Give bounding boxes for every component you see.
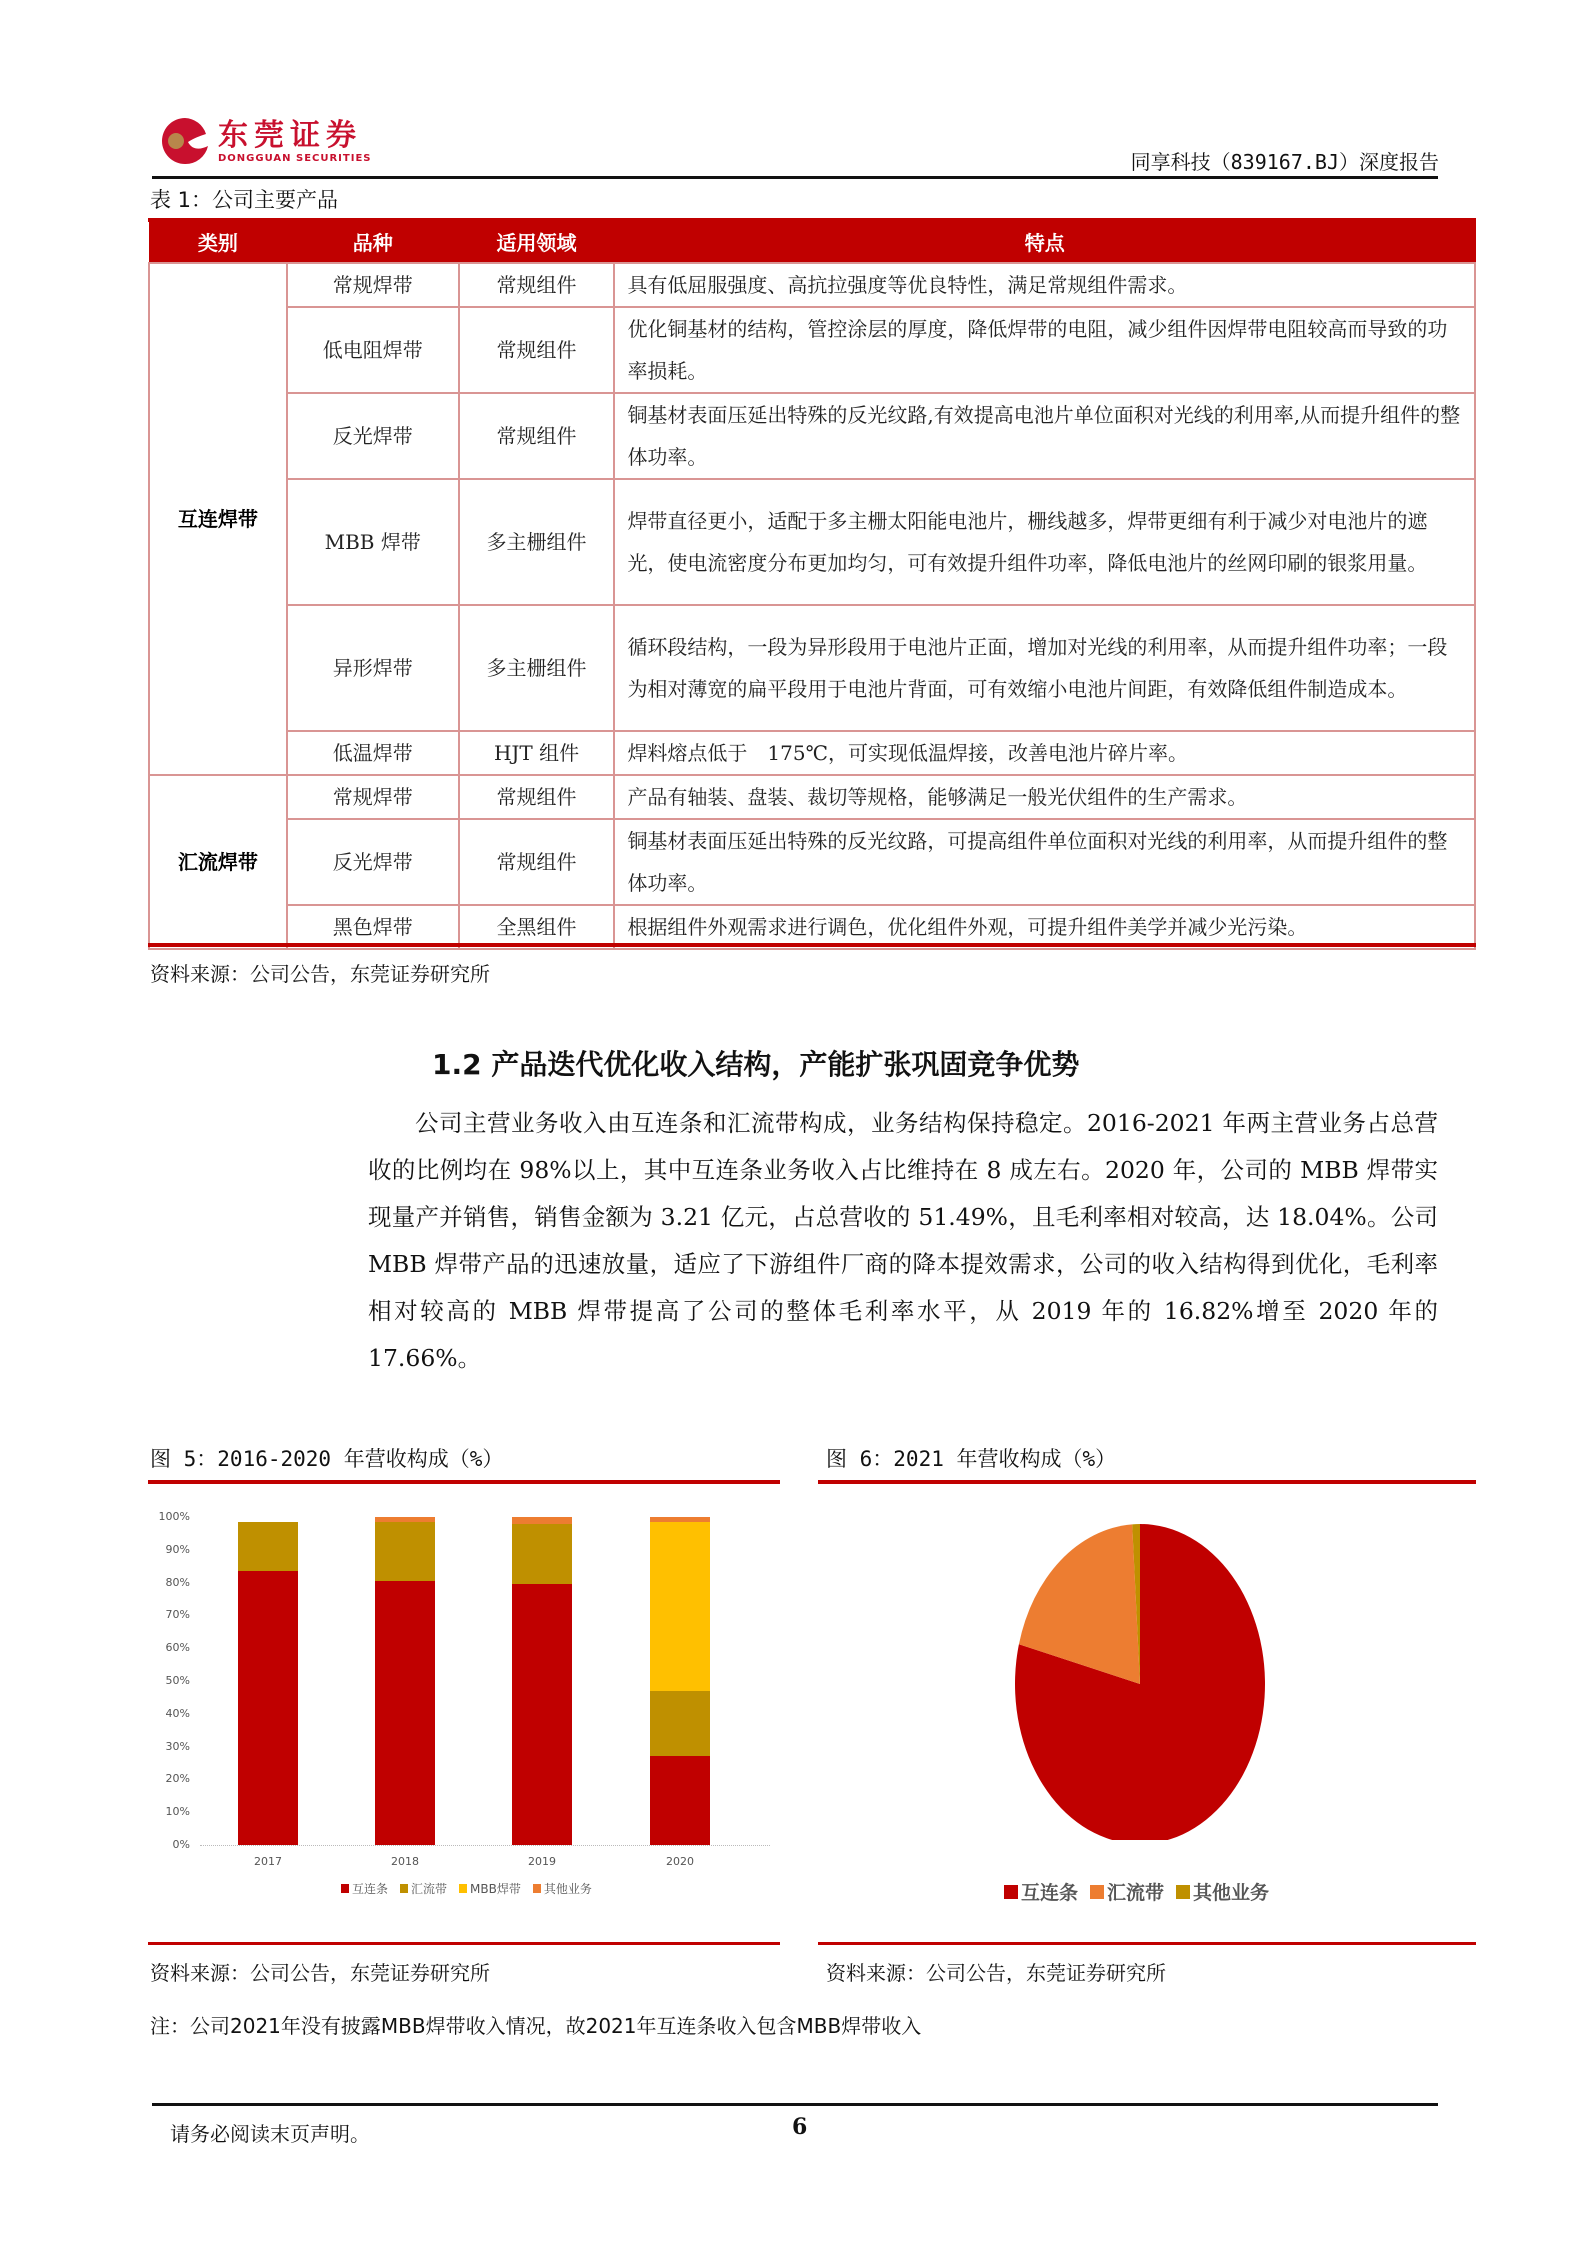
table-row (149, 393, 1475, 479)
pie-chart-legend (1004, 1878, 1269, 1905)
bar-segment (512, 1584, 572, 1845)
legend-swatch-icon (533, 1884, 541, 1893)
legend-item: 互连条 (1004, 1878, 1078, 1905)
field-cell: 多主栅组件 (459, 479, 615, 605)
variety-cell: 常规焊带 (287, 263, 459, 307)
report-title: 同享科技（839167.BJ）深度报告 (1130, 150, 1439, 174)
y-axis-tick: 90% (165, 1542, 190, 1556)
figure5-top-rule (148, 1480, 780, 1484)
field-cell: HJT 组件 (459, 731, 615, 775)
bar-segment (375, 1581, 435, 1845)
y-axis-tick: 60% (165, 1641, 190, 1655)
features-cell: 铜基材表面压延出特殊的反光纹路，可提高组件单位面积对光线的利用率，从而提升组件的整体功率。 (614, 819, 1475, 905)
y-axis-tick: 100% (158, 1510, 190, 1523)
features-cell: 焊带直径更小，适配于多主栅太阳能电池片，栅线越多，焊带更细有利于减少对电池片的遮光，使电流密度分布更加均匀，可有效提升组件功率，降低电池片的丝网印刷的银浆用量。 (614, 479, 1475, 605)
features-cell: 优化铜基材的结构，管控涂层的厚度，降低焊带的电阻，减少组件因焊带电阻较高而导致的功率损耗。 (614, 307, 1475, 393)
figure5-caption: 图 5：2016-2020 年营收构成（%） (150, 1447, 504, 1471)
legend-swatch-icon (341, 1884, 349, 1893)
x-axis-tick: 2018 (391, 1855, 419, 1868)
figure5-source: 资料来源：公司公告，东莞证券研究所 (150, 1961, 490, 1985)
table-row (149, 605, 1475, 731)
bar-segment (375, 1522, 435, 1581)
figure6-source: 资料来源：公司公告，东莞证券研究所 (826, 1961, 1166, 1985)
features-cell: 铜基材表面压延出特殊的反光纹路,有效提高电池片单位面积对光线的利用率,从而提升组件的整体功率。 (614, 393, 1475, 479)
variety-cell: 反光焊带 (287, 819, 459, 905)
bar-segment (238, 1571, 298, 1845)
variety-cell: 常规焊带 (287, 775, 459, 819)
table-row (149, 263, 1475, 307)
field-cell: 常规组件 (459, 819, 615, 905)
field-cell: 常规组件 (459, 263, 615, 307)
bar-2020 (650, 1517, 710, 1845)
bar-2017 (238, 1522, 298, 1845)
variety-cell: 低电阻焊带 (287, 307, 459, 393)
bar-2019 (512, 1517, 572, 1845)
footer-disclaimer: 请务必阅读末页声明。 (170, 2122, 370, 2146)
section-title: 1.2 产品迭代优化收入结构，产能扩张巩固竞争优势 (432, 1048, 1080, 1081)
figure6-top-rule (818, 1480, 1476, 1484)
figure5-bottom-rule (148, 1942, 780, 1945)
x-axis-tick: 2017 (254, 1855, 282, 1868)
y-axis-tick: 80% (165, 1575, 190, 1589)
table-row (149, 819, 1475, 905)
pie-svg (818, 1500, 1476, 1840)
revenue-stacked-bar-chart (148, 1500, 780, 1920)
section-paragraph (368, 1100, 1438, 1382)
features-cell: 循环段结构，一段为异形段用于电池片正面，增加对光线的利用率，从而提升组件功率；一段为相对薄宽的扁平段用于电池片背面，可有效缩小电池片间距，有效降低组件制造成本。 (614, 605, 1475, 731)
bar-chart-legend (341, 1880, 592, 1897)
table-caption: 表 1：公司主要产品 (150, 188, 339, 212)
variety-cell: 异形焊带 (287, 605, 459, 731)
x-axis-tick: 2019 (528, 1855, 556, 1868)
y-axis-tick: 50% (165, 1674, 190, 1687)
features-cell: 具有低屈服强度、高抗拉强度等优良特性，满足常规组件需求。 (614, 263, 1475, 307)
variety-cell: 低温焊带 (287, 731, 459, 775)
x-axis-tick: 2020 (666, 1855, 694, 1868)
legend-item: 其他业务 (1176, 1878, 1269, 1905)
category-cell: 汇流焊带 (149, 775, 287, 949)
field-cell: 全黑组件 (459, 905, 615, 949)
field-cell: 多主栅组件 (459, 605, 615, 731)
header-divider (152, 176, 1438, 179)
features-cell: 焊料熔点低于 175℃，可实现低温焊接，改善电池片碎片率。 (614, 731, 1475, 775)
bar-segment (238, 1522, 298, 1571)
features-cell: 根据组件外观需求进行调色，优化组件外观，可提升组件美学并减少光污染。 (614, 905, 1475, 949)
bar-segment (650, 1522, 710, 1691)
legend-swatch-icon (1090, 1885, 1104, 1899)
table-bottom-rule (148, 943, 1476, 947)
legend-item: 其他业务 (533, 1880, 592, 1897)
figure6-caption: 图 6：2021 年营收构成（%） (826, 1447, 1117, 1471)
products-table (148, 220, 1476, 950)
legend-swatch-icon (1004, 1885, 1018, 1899)
legend-item: 汇流带 (400, 1880, 447, 1897)
y-axis-tick: 30% (165, 1739, 190, 1753)
variety-cell: MBB 焊带 (287, 479, 459, 605)
legend-swatch-icon (459, 1884, 467, 1893)
bar-2018 (375, 1517, 435, 1845)
variety-cell: 反光焊带 (287, 393, 459, 479)
y-axis-tick: 10% (165, 1805, 190, 1819)
y-axis-tick: 0% (172, 1838, 190, 1851)
logo-text-cn: 东莞证券 (218, 117, 362, 153)
legend-item: MBB焊带 (459, 1880, 521, 1897)
y-axis-tick: 40% (165, 1706, 190, 1720)
paragraph-text: 公司主营业务收入由互连条和汇流带构成，业务结构保持稳定。2016-2021 年两主营业务占总营收的比例均在 98%以上，其中互连条业务收入占比维持在 8 成左右。2020 年，公司的 MBB 焊带实现量产并销售，销售金额为 3.21 亿元，占总营收的 51.49%，且毛利率相对较高，达 18.04%。公司 MBB 焊带产品的迅速放量，适应了下游组件厂商的降本提效需求，公司的收入结构得到优化，毛利率相对较高的 MBB 焊带提高了公司的整体毛利率水平，从 2019 年的 16.82%增至 2020 年的 17.66%。 (368, 1109, 1438, 1372)
table-row (149, 731, 1475, 775)
figure6-bottom-rule (818, 1942, 1476, 1945)
company-logo (160, 112, 420, 170)
table-row (149, 905, 1475, 949)
field-cell: 常规组件 (459, 393, 615, 479)
legend-swatch-icon (1176, 1885, 1190, 1899)
table-row (149, 775, 1475, 819)
bar-segment (650, 1691, 710, 1757)
legend-swatch-icon (400, 1884, 408, 1893)
table-row (149, 479, 1475, 605)
legend-item: 汇流带 (1090, 1878, 1164, 1905)
table-header-row (149, 221, 1475, 263)
col-header-features: 特点 (614, 221, 1475, 263)
field-cell: 常规组件 (459, 307, 615, 393)
col-header-category: 类别 (149, 221, 287, 263)
col-header-field: 适用领域 (459, 221, 615, 263)
table-row (149, 307, 1475, 393)
bar-segment (512, 1524, 572, 1585)
x-axis-line (200, 1845, 770, 1846)
field-cell: 常规组件 (459, 775, 615, 819)
variety-cell: 黑色焊带 (287, 905, 459, 949)
logo-mark-icon (160, 116, 210, 166)
y-axis-tick: 70% (165, 1608, 190, 1622)
note-text: 注：公司2021年没有披露MBB焊带收入情况，故2021年互连条收入包含MBB焊带收入 (150, 2014, 922, 2038)
page-number: 6 (792, 2114, 808, 2140)
footer-divider (152, 2103, 1438, 2106)
col-header-variety: 品种 (287, 221, 459, 263)
features-cell: 产品有轴装、盘装、裁切等规格，能够满足一般光伏组件的生产需求。 (614, 775, 1475, 819)
category-cell: 互连焊带 (149, 263, 287, 775)
table-source: 资料来源：公司公告，东莞证券研究所 (150, 962, 490, 986)
y-axis-tick: 20% (165, 1772, 190, 1786)
legend-item: 互连条 (341, 1880, 388, 1897)
revenue-pie-chart (818, 1500, 1476, 1920)
logo-text-en: DONGGUAN SECURITIES (218, 152, 372, 164)
bar-segment (650, 1756, 710, 1845)
